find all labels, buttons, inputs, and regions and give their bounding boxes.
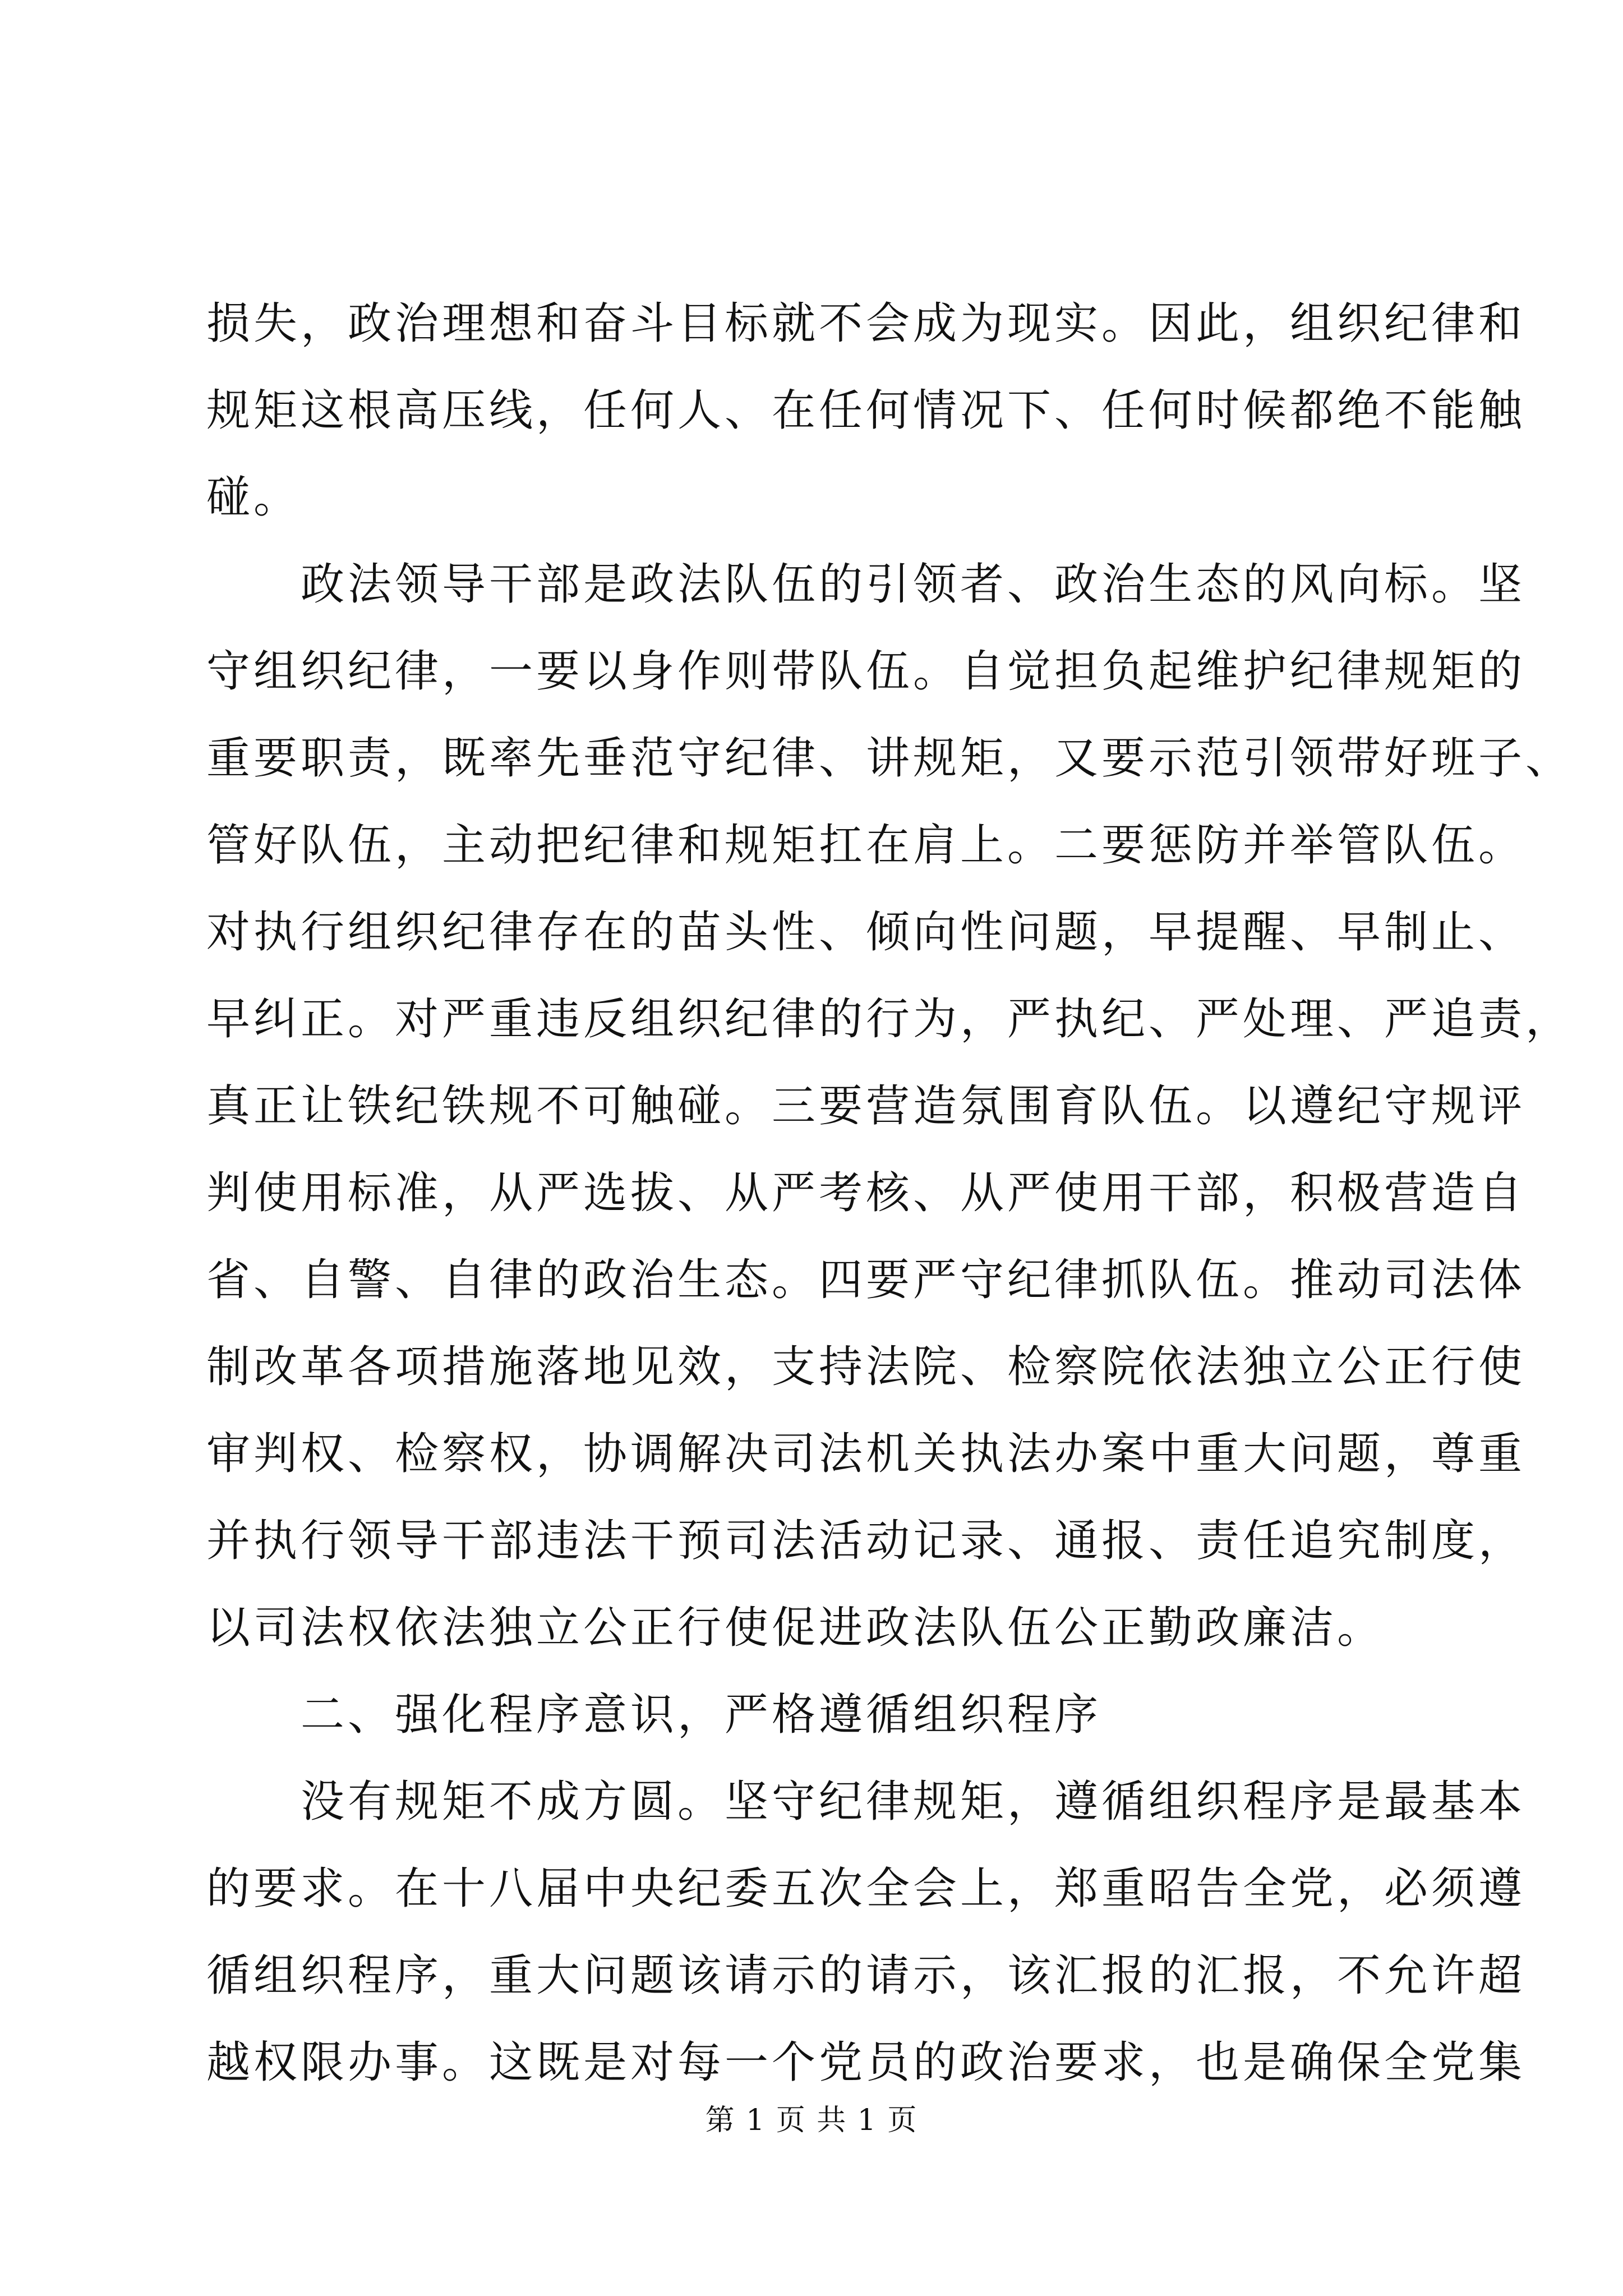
text-line: 没有规矩不成方圆。坚守纪律规矩，遵循组织程序是最基本: [206, 1777, 1526, 1827]
section-heading: 二、强化程序意识，严格遵循组织程序: [206, 1690, 1102, 1740]
text-line: 碰。: [206, 472, 301, 523]
text-line: 审判权、检察权，协调解决司法机关执法办案中重大问题，尊重: [206, 1429, 1526, 1479]
text-line: 对执行组织纪律存在的苗头性、倾向性问题，早提醒、早制止、: [206, 907, 1526, 958]
text-line: 的要求。在十八届中央纪委五次全会上，郑重昭告全党，必须遵: [206, 1864, 1526, 1914]
text-line: 循组织程序，重大问题该请示的请示，该汇报的汇报，不允许超: [206, 1950, 1526, 2001]
text-line: 制改革各项措施落地见效，支持法院、检察院依法独立公正行使: [206, 1342, 1526, 1392]
text-line: 真正让铁纪铁规不可触碰。三要营造氛围育队伍。以遵纪守规评: [206, 1081, 1526, 1131]
text-line: 省、自警、自律的政治生态。四要严守纪律抓队伍。推动司法体: [206, 1255, 1526, 1305]
text-line: 判使用标准，从严选拔、从严考核、从严使用干部，积极营造自: [206, 1168, 1526, 1218]
text-line: 损失，政治理想和奋斗目标就不会成为现实。因此，组织纪律和: [206, 298, 1526, 349]
text-line: 越权限办事。这既是对每一个党员的政治要求，也是确保全党集: [206, 2037, 1526, 2088]
text-line: 以司法权依法独立公正行使促进政法队伍公正勤政廉洁。: [206, 1603, 1385, 1653]
text-line: 规矩这根高压线，任何人、在任何情况下、任何时候都绝不能触: [206, 385, 1526, 436]
document-body: [206, 280, 1573, 2106]
text-line: 政法领导干部是政法队伍的引领者、政治生态的风向标。坚: [206, 559, 1526, 610]
text-line: 守组织纪律，一要以身作则带队伍。自觉担负起维护纪律规矩的: [206, 646, 1526, 697]
text-line: 早纠正。对严重违反组织纪律的行为，严执纪、严处理、严追责，: [206, 994, 1573, 1045]
page-number-footer: 第 1 页 共 1 页: [705, 2104, 918, 2137]
text-line: 重要职责，既率先垂范守纪律、讲规矩，又要示范引领带好班子、: [206, 733, 1573, 784]
text-line: 并执行领导干部违法干预司法活动记录、通报、责任追究制度，: [206, 1516, 1526, 1566]
text-line: 管好队伍，主动把纪律和规矩扛在肩上。二要惩防并举管队伍。: [206, 820, 1526, 871]
